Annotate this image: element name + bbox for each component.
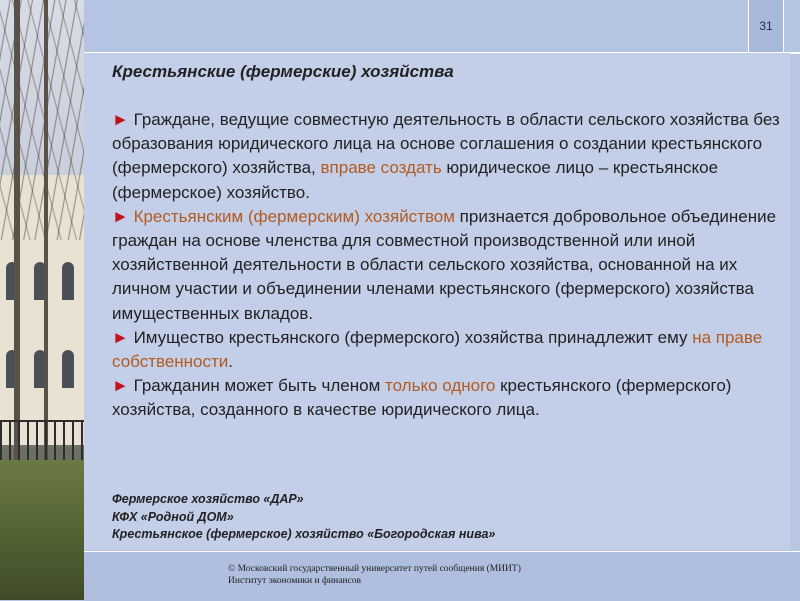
bullet-paragraph [112,108,780,205]
example-item: КФХ «Родной ДОМ» [112,509,234,524]
bullet-marker: ► [112,327,134,347]
bullet-paragraph [112,374,780,422]
highlighted-term: на праве собственности [112,327,763,372]
paragraph-text: крестьянского (фермерского) хозяйства, созданного в качестве юридического лица. [112,376,732,420]
example-item: Крестьянское (фермерское) хозяйство «Богородская нива» [112,527,496,541]
paragraph-text: юридическое лицо – крестьянское (фермерское) хозяйство. [112,158,719,202]
footer-text [228,563,521,587]
bullet-paragraph [112,326,780,374]
highlighted-term: только одного [385,376,496,396]
tree-branches [0,0,84,240]
slide-body [112,108,780,423]
bullet-paragraph [112,205,780,326]
slide-number-box [748,0,784,52]
footer-line-university: © Московский государственный университет путей сообщения (МИИТ) [228,564,521,574]
examples-list [112,491,712,544]
tree-trunk [14,0,20,470]
tree-trunk [44,0,48,470]
paragraph-text: признается добровольное объединение граждан на основе членства для совместной производственной или иной хозяйственной деятельности в области сельского хозяйства, основанной на их личном участии и объединении членами крестьянского (фермерского) хозяйства имущественных вкладов. [112,206,777,323]
campus-photo [0,0,84,600]
bullet-marker: ► [112,110,134,129]
building-window [62,262,74,300]
paragraph-text: Граждане, ведущие совместную деятельность в области сельского хозяйства без образования юридического лица на основе соглашения о создании крестьянского (фермерского) хозяйства, [112,110,780,178]
header-band [84,0,800,54]
fence [0,420,84,462]
ground [0,460,84,600]
paragraph-text: . [228,352,234,372]
highlighted-term: вправе создать [320,158,442,178]
slide-number: 31 [759,19,773,33]
slide-title: Крестьянские (фермерские) хозяйства [112,62,454,81]
building-window [62,350,74,388]
footer-line-institute: Институт экономики и финансов [228,576,362,586]
highlighted-term: Крестьянским (фермерским) хозяйством [133,206,455,226]
bullet-marker: ► [112,376,134,396]
bullet-marker: ► [112,206,134,226]
paragraph-text: Гражданин может быть членом [133,376,385,396]
paragraph-text: Имущество крестьянского (фермерского) хозяйства принадлежит ему [133,327,693,347]
example-item: Фермерское хозяйство «ДАР» [112,492,304,506]
